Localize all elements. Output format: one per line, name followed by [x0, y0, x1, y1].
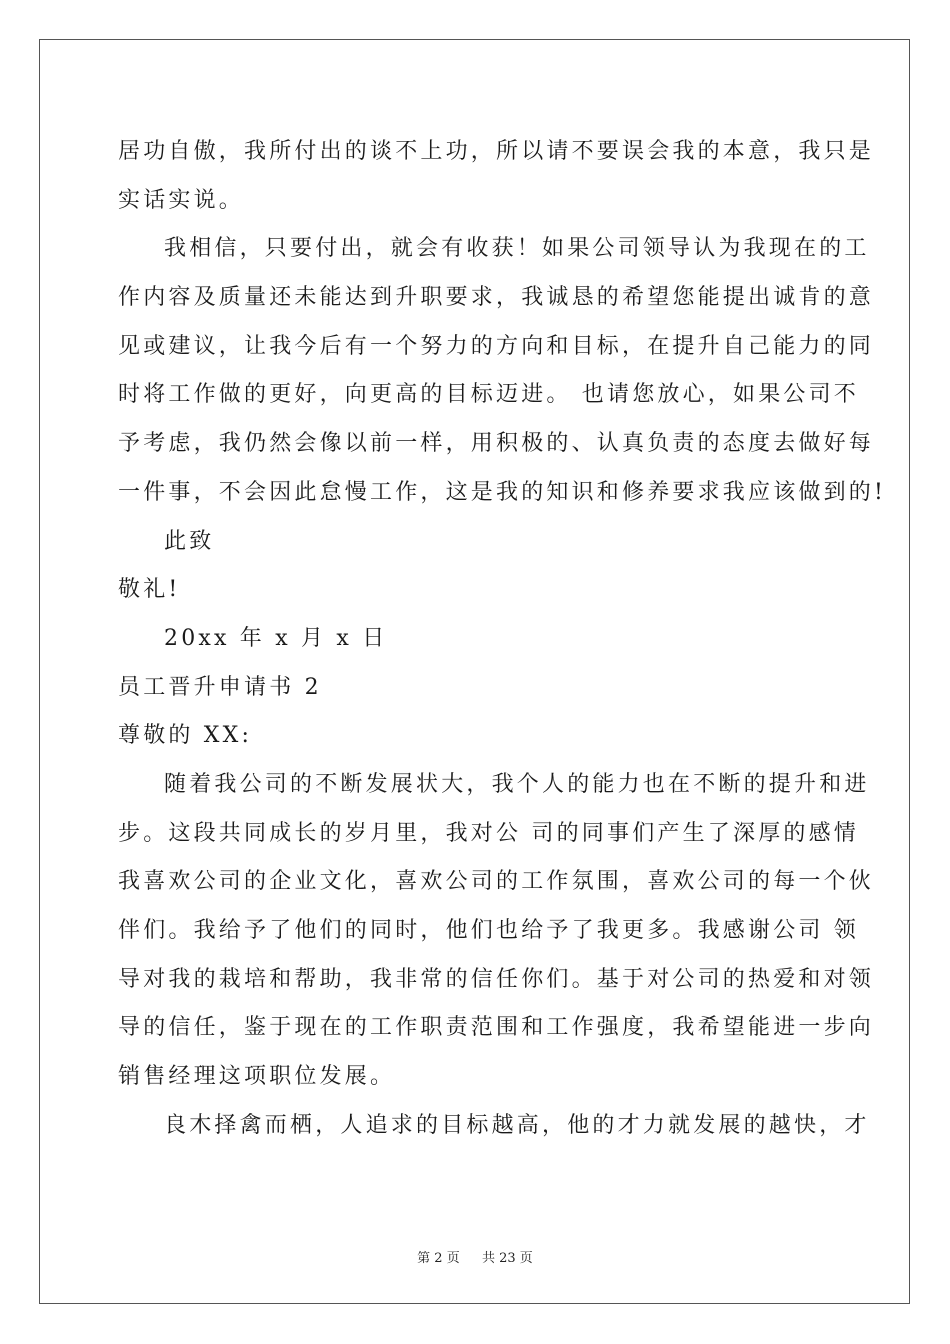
- paragraph-line: 时将工作做的更好，向更高的目标迈进。 也请您放心，如果公司不: [118, 382, 859, 408]
- document-body: [118, 128, 887, 1150]
- paragraph-line: 我相信，只要付出，就会有收获！如果公司领导认为我现在的工: [164, 236, 870, 262]
- paragraph-line: 良木择禽而栖，人追求的目标越高，他的才力就发展的越快，才: [164, 1112, 870, 1138]
- page-number: 第 2 页: [417, 1251, 460, 1266]
- section-title: 员工晋升申请书 2: [118, 674, 322, 700]
- closing-line: 此致: [164, 528, 215, 554]
- paragraph-line: 一件事，不会因此怠慢工作，这是我的知识和修养要求我应该做到的!: [118, 479, 887, 505]
- paragraph-line: 销售经理这项职位发展。: [118, 1064, 396, 1090]
- paragraph-line: 予考虑，我仍然会像以前一样，用积极的、认真负责的态度去做好每: [118, 431, 875, 457]
- paragraph-line: 步。这段共同成长的岁月里，我对公 司的同事们产生了深厚的感情: [118, 820, 859, 846]
- paragraph-line: 居功自傲，我所付出的谈不上功，所以请不要误会我的本意，我只是: [118, 139, 875, 164]
- paragraph-line: 我喜欢公司的企业文化，喜欢公司的工作氛围，喜欢公司的每一个伙: [118, 869, 875, 895]
- paragraph-line: 实话实说。: [118, 187, 245, 213]
- paragraph-line: 见或建议，让我今后有一个努力的方向和目标，在提升自己能力的同: [118, 333, 875, 359]
- salutation-line: 敬礼!: [118, 577, 181, 603]
- paragraph-line: 伴们。我给予了他们的同时，他们也给予了我更多。我感谢公司 领: [118, 918, 859, 943]
- greeting-line: 尊敬的 XX:: [118, 723, 253, 749]
- page-footer: [0, 1247, 950, 1266]
- paragraph-line: 作内容及质量还未能达到升职要求，我诚恳的希望您能提出诚肯的意: [118, 285, 875, 311]
- date-line: 20xx 年 x 月 x 日: [164, 625, 388, 651]
- paragraph-line: 导对我的栽培和帮助，我非常的信任你们。基于对公司的热爱和对领: [118, 966, 875, 992]
- paragraph-line: 导的信任，鉴于现在的工作职责范围和工作强度，我希望能进一步向: [118, 1015, 875, 1041]
- page-total: 共 23 页: [482, 1251, 533, 1266]
- paragraph-line: 随着我公司的不断发展状大，我个人的能力也在不断的提升和进: [164, 771, 870, 797]
